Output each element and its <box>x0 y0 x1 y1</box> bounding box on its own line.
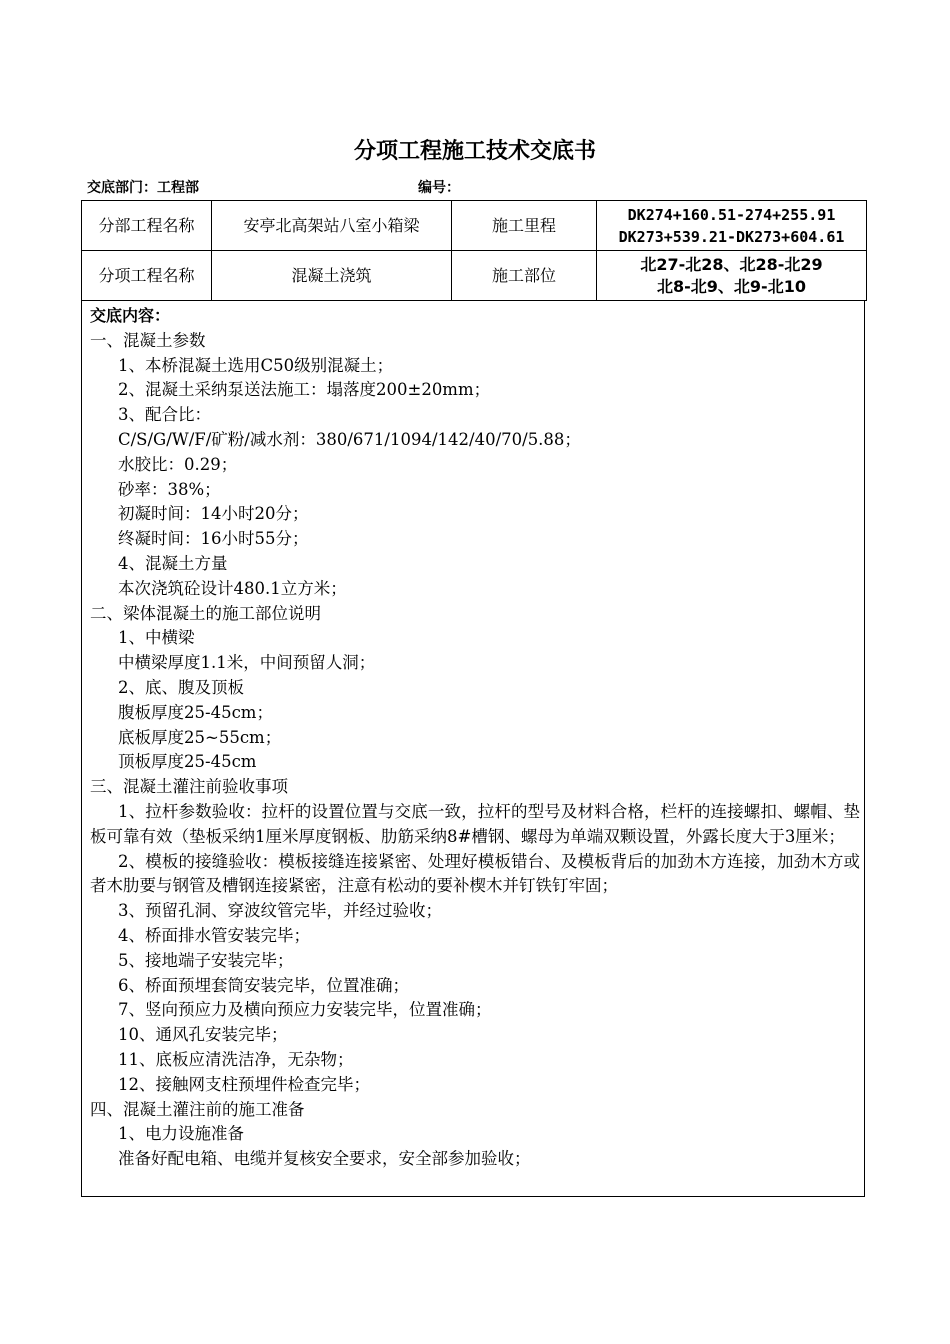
section-2-line: 底板厚度25~55cm； <box>118 727 282 747</box>
section-2-line: 中横梁厚度1.1米，中间预留人洞； <box>118 653 376 673</box>
header-table <box>81 200 867 301</box>
section-3-title: 三、混凝土灌注前验收事项 <box>90 777 288 797</box>
mileage-label: 施工里程 <box>452 201 597 251</box>
section-4-line: 1、电力设施准备 <box>118 1124 244 1144</box>
section-2-line: 腹板厚度25-45cm； <box>118 702 273 722</box>
section-3-paragraph: 2、模板的接缝验收：模板接缝连接紧密、处理好模板错台、及模板背后的加劲木方连接，加劲木方或者木肋要与钢管及槽钢连接紧密，注意有松动的要补楔木并钉铁钉牢固； <box>90 851 860 896</box>
section-3-line: 6、桥面预埋套筒安装完毕，位置准确； <box>118 975 409 995</box>
section-4-line: 准备好配电箱、电缆并复核安全要求，安全部参加验收； <box>118 1149 531 1169</box>
section-1-title: 一、混凝土参数 <box>90 330 206 350</box>
section-3-line: 7、竖向预应力及横向预应力安装完毕，位置准确； <box>118 1000 492 1020</box>
section-1-line: 初凝时间：14小时20分； <box>118 504 309 524</box>
section-1-line: 终凝时间：16小时55分； <box>118 529 309 549</box>
mileage-line-2: DK273+539.21-DK273+604.61 <box>618 227 845 246</box>
part-line-2: 北8-北9、北9-北10 <box>657 276 806 296</box>
section-1-line: 本次浇筑砼设计480.1立方米； <box>118 578 347 598</box>
header-row-item-project <box>82 251 867 301</box>
section-3-line: 12、接触网支柱预埋件检查完毕； <box>118 1074 370 1094</box>
section-2-title: 二、梁体混凝土的施工部位说明 <box>90 603 321 623</box>
mileage-value <box>597 201 867 251</box>
document-title: 分项工程施工技术交底书 <box>353 139 596 164</box>
section-1-line: 3、配合比： <box>118 405 211 425</box>
section-3-line: 5、接地端子安装完毕； <box>118 950 294 970</box>
section-2-line: 2、底、腹及顶板 <box>118 677 244 697</box>
section-1-line: 水胶比：0.29； <box>118 454 238 474</box>
section-3-paragraph: 1、拉杆参数验收：拉杆的设置位置与交底一致，拉杆的型号及材料合格，栏杆的连接螺扣、螺帽、垫板可靠有效（垫板采纳1厘米厚度钢板、肋筋采纳8#槽钢、螺母为单端双颗设置，外露长度大于3厘米； <box>90 801 860 846</box>
part-value <box>597 251 867 301</box>
section-1-line: 4、混凝土方量 <box>118 553 228 573</box>
section-2-line: 1、中横梁 <box>118 628 195 648</box>
part-line-1: 北27-北28、北28-北29 <box>640 254 823 274</box>
section-3-line: 3、预留孔洞、穿波纹管完毕，并经过验收； <box>118 901 442 921</box>
section-3-line: 4、桥面排水管安装完毕； <box>118 925 310 945</box>
content-body <box>90 304 860 1172</box>
section-2-line: 顶板厚度25-45cm <box>118 752 257 772</box>
header-row-sub-project <box>82 201 867 251</box>
content-heading: 交底内容： <box>90 306 171 325</box>
section-3-line: 10、通风孔安装完毕； <box>118 1025 288 1045</box>
number-label: 编号： <box>418 180 460 196</box>
section-1-line: 砂率：38%； <box>118 479 221 499</box>
sub-project-value: 安亭北高架站八室小箱梁 <box>212 201 452 251</box>
section-1-line: 1、本桥混凝土选用C50级别混凝土； <box>118 355 394 375</box>
sub-project-label: 分部工程名称 <box>82 201 212 251</box>
mileage-line-1: DK274+160.51-274+255.91 <box>627 205 836 224</box>
dept-label: 交底部门：工程部 <box>87 180 199 196</box>
section-1-line: 2、混凝土采纳泵送法施工：塌落度200±20mm； <box>118 380 491 400</box>
item-project-value: 混凝土浇筑 <box>212 251 452 301</box>
section-1-line: C/S/G/W/F/矿粉/减水剂：380/671/1094/142/40/70/5.88； <box>118 429 581 449</box>
part-label: 施工部位 <box>452 251 597 301</box>
item-project-label: 分项工程名称 <box>82 251 212 301</box>
section-3-line: 11、底板应清洗洁净，无杂物； <box>118 1049 354 1069</box>
section-4-title: 四、混凝土灌注前的施工准备 <box>90 1099 305 1119</box>
